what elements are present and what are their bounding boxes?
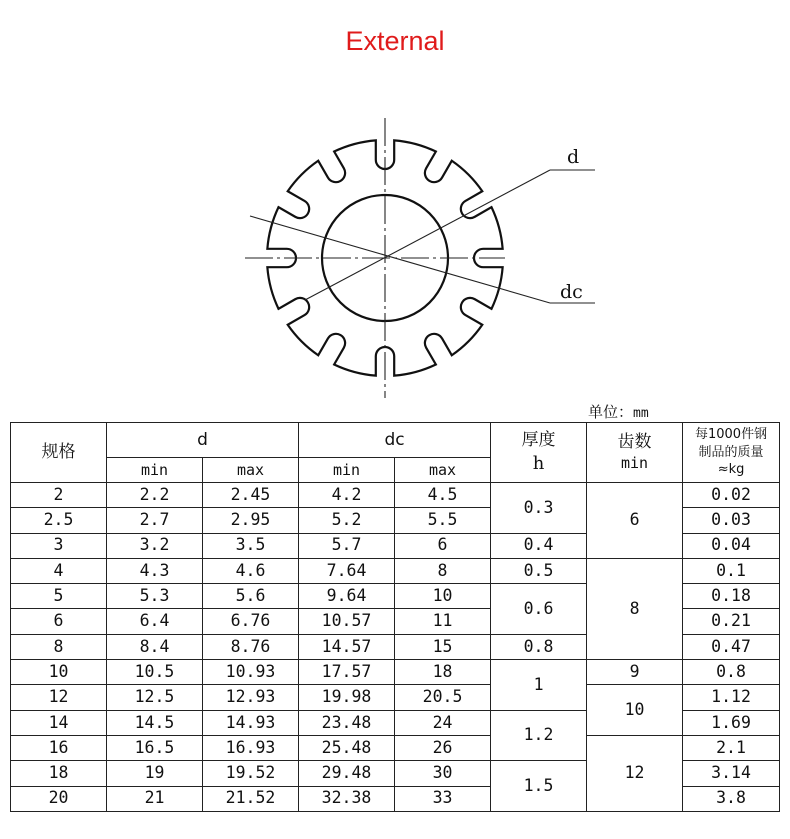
header-teeth-label: 齿数 bbox=[617, 432, 652, 452]
cell-spec: 18 bbox=[11, 761, 107, 786]
cell-thickness: 0.8 bbox=[491, 634, 587, 659]
cell-spec: 6 bbox=[11, 609, 107, 634]
header-mass-line1: 每1000件钢 bbox=[694, 427, 768, 443]
cell-d-min: 12.5 bbox=[107, 685, 203, 710]
header-dc-min: min bbox=[299, 458, 395, 483]
cell-teeth: 9 bbox=[587, 660, 683, 685]
header-thickness-label: 厚度 bbox=[521, 430, 556, 450]
unit-value: mm bbox=[633, 406, 649, 421]
header-d: d bbox=[107, 423, 299, 458]
cell-dc-max: 30 bbox=[395, 761, 491, 786]
cell-mass: 0.04 bbox=[683, 533, 780, 558]
cell-dc-max: 5.5 bbox=[395, 508, 491, 533]
cell-d-min: 8.4 bbox=[107, 634, 203, 659]
cell-dc-min: 23.48 bbox=[299, 710, 395, 735]
header-thickness-symbol: h bbox=[532, 453, 545, 474]
table-row bbox=[11, 558, 780, 583]
table-row bbox=[11, 685, 780, 710]
cell-spec: 2 bbox=[11, 483, 107, 508]
cell-d-max: 8.76 bbox=[203, 634, 299, 659]
cell-spec: 5 bbox=[11, 584, 107, 609]
page-title: External bbox=[345, 26, 445, 56]
cell-dc-min: 19.98 bbox=[299, 685, 395, 710]
cell-d-min: 10.5 bbox=[107, 660, 203, 685]
label-dc: dc bbox=[560, 281, 583, 303]
cell-thickness: 0.6 bbox=[491, 584, 587, 635]
header-thickness bbox=[491, 423, 587, 483]
cell-thickness: 1 bbox=[491, 660, 587, 711]
cell-dc-max: 20.5 bbox=[395, 685, 491, 710]
cell-dc-max: 11 bbox=[395, 609, 491, 634]
cell-d-min: 2.2 bbox=[107, 483, 203, 508]
cell-dc-max: 26 bbox=[395, 735, 491, 760]
cell-dc-max: 24 bbox=[395, 710, 491, 735]
header-dc: dc bbox=[299, 423, 491, 458]
cell-dc-min: 17.57 bbox=[299, 660, 395, 685]
cell-d-max: 2.95 bbox=[203, 508, 299, 533]
cell-spec: 12 bbox=[11, 685, 107, 710]
header-d-min: min bbox=[107, 458, 203, 483]
cell-dc-min: 4.2 bbox=[299, 483, 395, 508]
header-spec: 规格 bbox=[11, 423, 107, 483]
cell-dc-max: 4.5 bbox=[395, 483, 491, 508]
table-row bbox=[11, 660, 780, 685]
cell-d-max: 2.45 bbox=[203, 483, 299, 508]
cell-teeth: 12 bbox=[587, 735, 683, 811]
cell-d-max: 5.6 bbox=[203, 584, 299, 609]
cell-dc-min: 10.57 bbox=[299, 609, 395, 634]
cell-d-min: 21 bbox=[107, 786, 203, 811]
cell-dc-max: 15 bbox=[395, 634, 491, 659]
cell-d-max: 16.93 bbox=[203, 735, 299, 760]
header-d-max: max bbox=[203, 458, 299, 483]
header-mass bbox=[683, 423, 780, 483]
cell-dc-min: 32.38 bbox=[299, 786, 395, 811]
cell-d-min: 14.5 bbox=[107, 710, 203, 735]
cell-mass: 2.1 bbox=[683, 735, 780, 760]
cell-mass: 0.1 bbox=[683, 558, 780, 583]
header-teeth-min: min bbox=[620, 454, 649, 472]
cell-thickness: 0.5 bbox=[491, 558, 587, 583]
header-teeth bbox=[587, 423, 683, 483]
cell-d-min: 2.7 bbox=[107, 508, 203, 533]
cell-spec: 4 bbox=[11, 558, 107, 583]
cell-mass: 0.02 bbox=[683, 483, 780, 508]
cell-mass: 0.47 bbox=[683, 634, 780, 659]
cell-d-max: 4.6 bbox=[203, 558, 299, 583]
cell-dc-max: 6 bbox=[395, 533, 491, 558]
cell-dc-min: 25.48 bbox=[299, 735, 395, 760]
cell-d-max: 6.76 bbox=[203, 609, 299, 634]
cell-spec: 16 bbox=[11, 735, 107, 760]
cell-d-min: 6.4 bbox=[107, 609, 203, 634]
washer-diagram bbox=[220, 112, 610, 402]
cell-d-max: 10.93 bbox=[203, 660, 299, 685]
table-row bbox=[11, 483, 780, 508]
cell-teeth: 10 bbox=[587, 685, 683, 736]
cell-thickness: 0.3 bbox=[491, 483, 587, 534]
cell-spec: 20 bbox=[11, 786, 107, 811]
cell-dc-max: 10 bbox=[395, 584, 491, 609]
spec-table bbox=[10, 422, 780, 812]
cell-d-max: 21.52 bbox=[203, 786, 299, 811]
leader-lines bbox=[250, 170, 595, 303]
cell-dc-max: 33 bbox=[395, 786, 491, 811]
cell-spec: 8 bbox=[11, 634, 107, 659]
cell-dc-max: 8 bbox=[395, 558, 491, 583]
cell-mass: 0.18 bbox=[683, 584, 780, 609]
cell-spec: 2.5 bbox=[11, 508, 107, 533]
header-mass-line3: ≈kg bbox=[717, 462, 745, 478]
cell-spec: 3 bbox=[11, 533, 107, 558]
cell-spec: 10 bbox=[11, 660, 107, 685]
cell-mass: 3.14 bbox=[683, 761, 780, 786]
cell-d-min: 16.5 bbox=[107, 735, 203, 760]
cell-mass: 0.03 bbox=[683, 508, 780, 533]
cell-d-min: 19 bbox=[107, 761, 203, 786]
cell-dc-max: 18 bbox=[395, 660, 491, 685]
header-mass-line2: 制品的质量 bbox=[698, 444, 764, 460]
cell-mass: 3.8 bbox=[683, 786, 780, 811]
cell-dc-min: 14.57 bbox=[299, 634, 395, 659]
cell-dc-min: 7.64 bbox=[299, 558, 395, 583]
label-d: d bbox=[567, 146, 580, 168]
cell-teeth: 6 bbox=[587, 483, 683, 559]
cell-thickness: 0.4 bbox=[491, 533, 587, 558]
cell-d-max: 19.52 bbox=[203, 761, 299, 786]
unit-label: 单位： bbox=[588, 403, 634, 421]
cell-mass: 0.21 bbox=[683, 609, 780, 634]
cell-teeth: 8 bbox=[587, 558, 683, 659]
cell-dc-min: 5.2 bbox=[299, 508, 395, 533]
cell-d-max: 14.93 bbox=[203, 710, 299, 735]
unit-note bbox=[588, 401, 649, 422]
cell-spec: 14 bbox=[11, 710, 107, 735]
cell-mass: 1.12 bbox=[683, 685, 780, 710]
cell-dc-min: 9.64 bbox=[299, 584, 395, 609]
cell-thickness: 1.2 bbox=[491, 710, 587, 761]
header-dc-max: max bbox=[395, 458, 491, 483]
cell-d-min: 3.2 bbox=[107, 533, 203, 558]
cell-d-min: 4.3 bbox=[107, 558, 203, 583]
cell-dc-min: 5.7 bbox=[299, 533, 395, 558]
cell-thickness: 1.5 bbox=[491, 761, 587, 812]
cell-d-max: 12.93 bbox=[203, 685, 299, 710]
cell-mass: 1.69 bbox=[683, 710, 780, 735]
cell-dc-min: 29.48 bbox=[299, 761, 395, 786]
cell-d-max: 3.5 bbox=[203, 533, 299, 558]
cell-mass: 0.8 bbox=[683, 660, 780, 685]
cell-d-min: 5.3 bbox=[107, 584, 203, 609]
table-row bbox=[11, 735, 780, 760]
